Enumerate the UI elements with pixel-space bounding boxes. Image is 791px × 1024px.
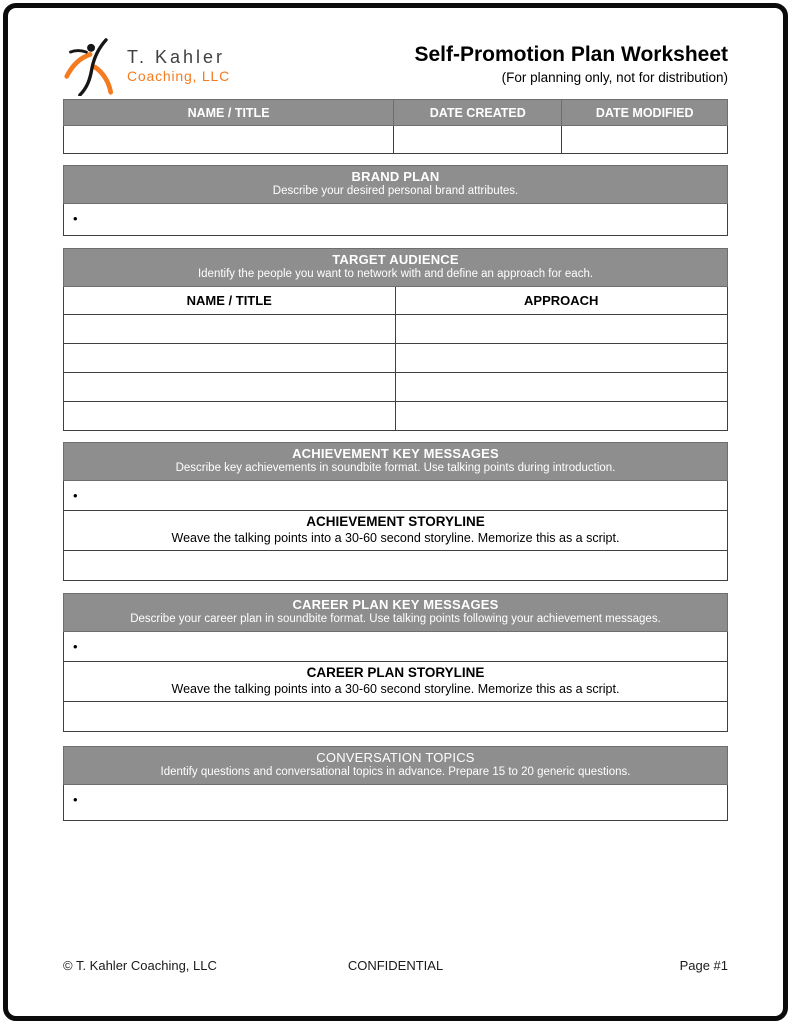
brand-plan-description: Describe your desired personal brand attributes.: [272, 185, 519, 198]
page-header: [63, 40, 728, 92]
name-title-cell: [63, 402, 396, 431]
company-logo: [63, 40, 230, 96]
info-header-date-created: DATE CREATED: [394, 99, 562, 126]
person-figure-icon: [63, 38, 121, 96]
logo-company-sub: Coaching, LLC: [127, 67, 231, 84]
achievement-description: Describe key achievements in soundbite format. Use talking points during introduction.: [175, 462, 616, 475]
column-header-name-title: NAME / TITLE: [63, 287, 396, 315]
approach-cell: [396, 373, 729, 402]
table-row: [63, 402, 728, 431]
info-header-date-modified: DATE MODIFIED: [562, 99, 728, 126]
brand-plan-title: BRAND PLAN: [351, 169, 440, 184]
bullet-marker: •: [73, 488, 78, 504]
career-storyline-description: Weave the talking points into a 30-60 second storyline. Memorize this as a script.: [171, 681, 620, 696]
conversation-topics-header: [63, 746, 728, 785]
career-storyline-header: [63, 662, 728, 702]
name-title-cell: [63, 373, 396, 402]
title-block: [415, 40, 729, 85]
conversation-topics-title: CONVERSATION TOPICS: [316, 749, 475, 765]
page-footer: [63, 958, 728, 973]
conversation-topics-description: Identify questions and conversational topics in advance. Prepare 15 to 20 generic questions.: [160, 766, 631, 779]
section-achievement: [63, 442, 728, 581]
info-table: [63, 99, 728, 154]
info-cell-name-title: [63, 126, 394, 154]
info-cell-date-created: [394, 126, 562, 154]
section-brand-plan: [63, 165, 728, 236]
section-career-plan: [63, 593, 728, 732]
footer-copyright: © T. Kahler Coaching, LLC: [63, 958, 217, 973]
page-title: Self-Promotion Plan Worksheet: [414, 43, 728, 66]
achievement-entry-row: [63, 481, 728, 511]
target-audience-description: Identify the people you want to network with and define an approach for each.: [197, 268, 594, 281]
logo-text: [127, 40, 230, 84]
achievement-storyline-entry-row: [63, 551, 728, 581]
approach-cell: [396, 344, 729, 373]
career-plan-description: Describe your career plan in soundbite format. Use talking points following your achievement messages.: [130, 613, 661, 626]
conversation-entry-row: [63, 785, 728, 821]
career-plan-title: CAREER PLAN KEY MESSAGES: [292, 597, 499, 613]
bullet-marker: •: [73, 211, 78, 227]
table-row: [63, 373, 728, 402]
footer-confidential: CONFIDENTIAL: [347, 958, 444, 973]
achievement-title: ACHIEVEMENT KEY MESSAGES: [292, 446, 499, 462]
section-target-audience: [63, 248, 728, 431]
name-title-cell: [63, 344, 396, 373]
brand-plan-entry-row: [63, 204, 728, 236]
info-table-header-row: [63, 99, 728, 126]
achievement-storyline-header: [63, 511, 728, 551]
achievement-storyline-description: Weave the talking points into a 30-60 second storyline. Memorize this as a script.: [171, 531, 620, 546]
worksheet-page: [63, 0, 728, 821]
name-title-cell: [63, 315, 396, 344]
bullet-marker: •: [73, 639, 78, 655]
achievement-header: [63, 442, 728, 481]
target-audience-column-headers: [63, 287, 728, 315]
logo-company-name: T. Kahler: [127, 47, 226, 67]
achievement-storyline-title: ACHIEVEMENT STORYLINE: [306, 514, 485, 530]
column-header-approach: APPROACH: [396, 287, 729, 315]
info-header-name-title: NAME / TITLE: [63, 99, 394, 126]
career-plan-entry-row: [63, 632, 728, 662]
footer-page-number: Page #1: [679, 958, 728, 973]
approach-cell: [396, 402, 729, 431]
career-storyline-entry-row: [63, 702, 728, 732]
career-plan-header: [63, 593, 728, 632]
info-table-value-row: [63, 126, 728, 154]
table-row: [63, 344, 728, 373]
target-audience-header: [63, 248, 728, 287]
table-row: [63, 315, 728, 344]
career-storyline-title: CAREER PLAN STORYLINE: [306, 665, 485, 681]
info-cell-date-modified: [562, 126, 728, 154]
page-subtitle: (For planning only, not for distribution): [501, 70, 728, 86]
brand-plan-header: [63, 165, 728, 204]
approach-cell: [396, 315, 729, 344]
section-conversation-topics: [63, 746, 728, 821]
target-audience-title: TARGET AUDIENCE: [332, 252, 459, 268]
bullet-marker: •: [73, 791, 78, 807]
